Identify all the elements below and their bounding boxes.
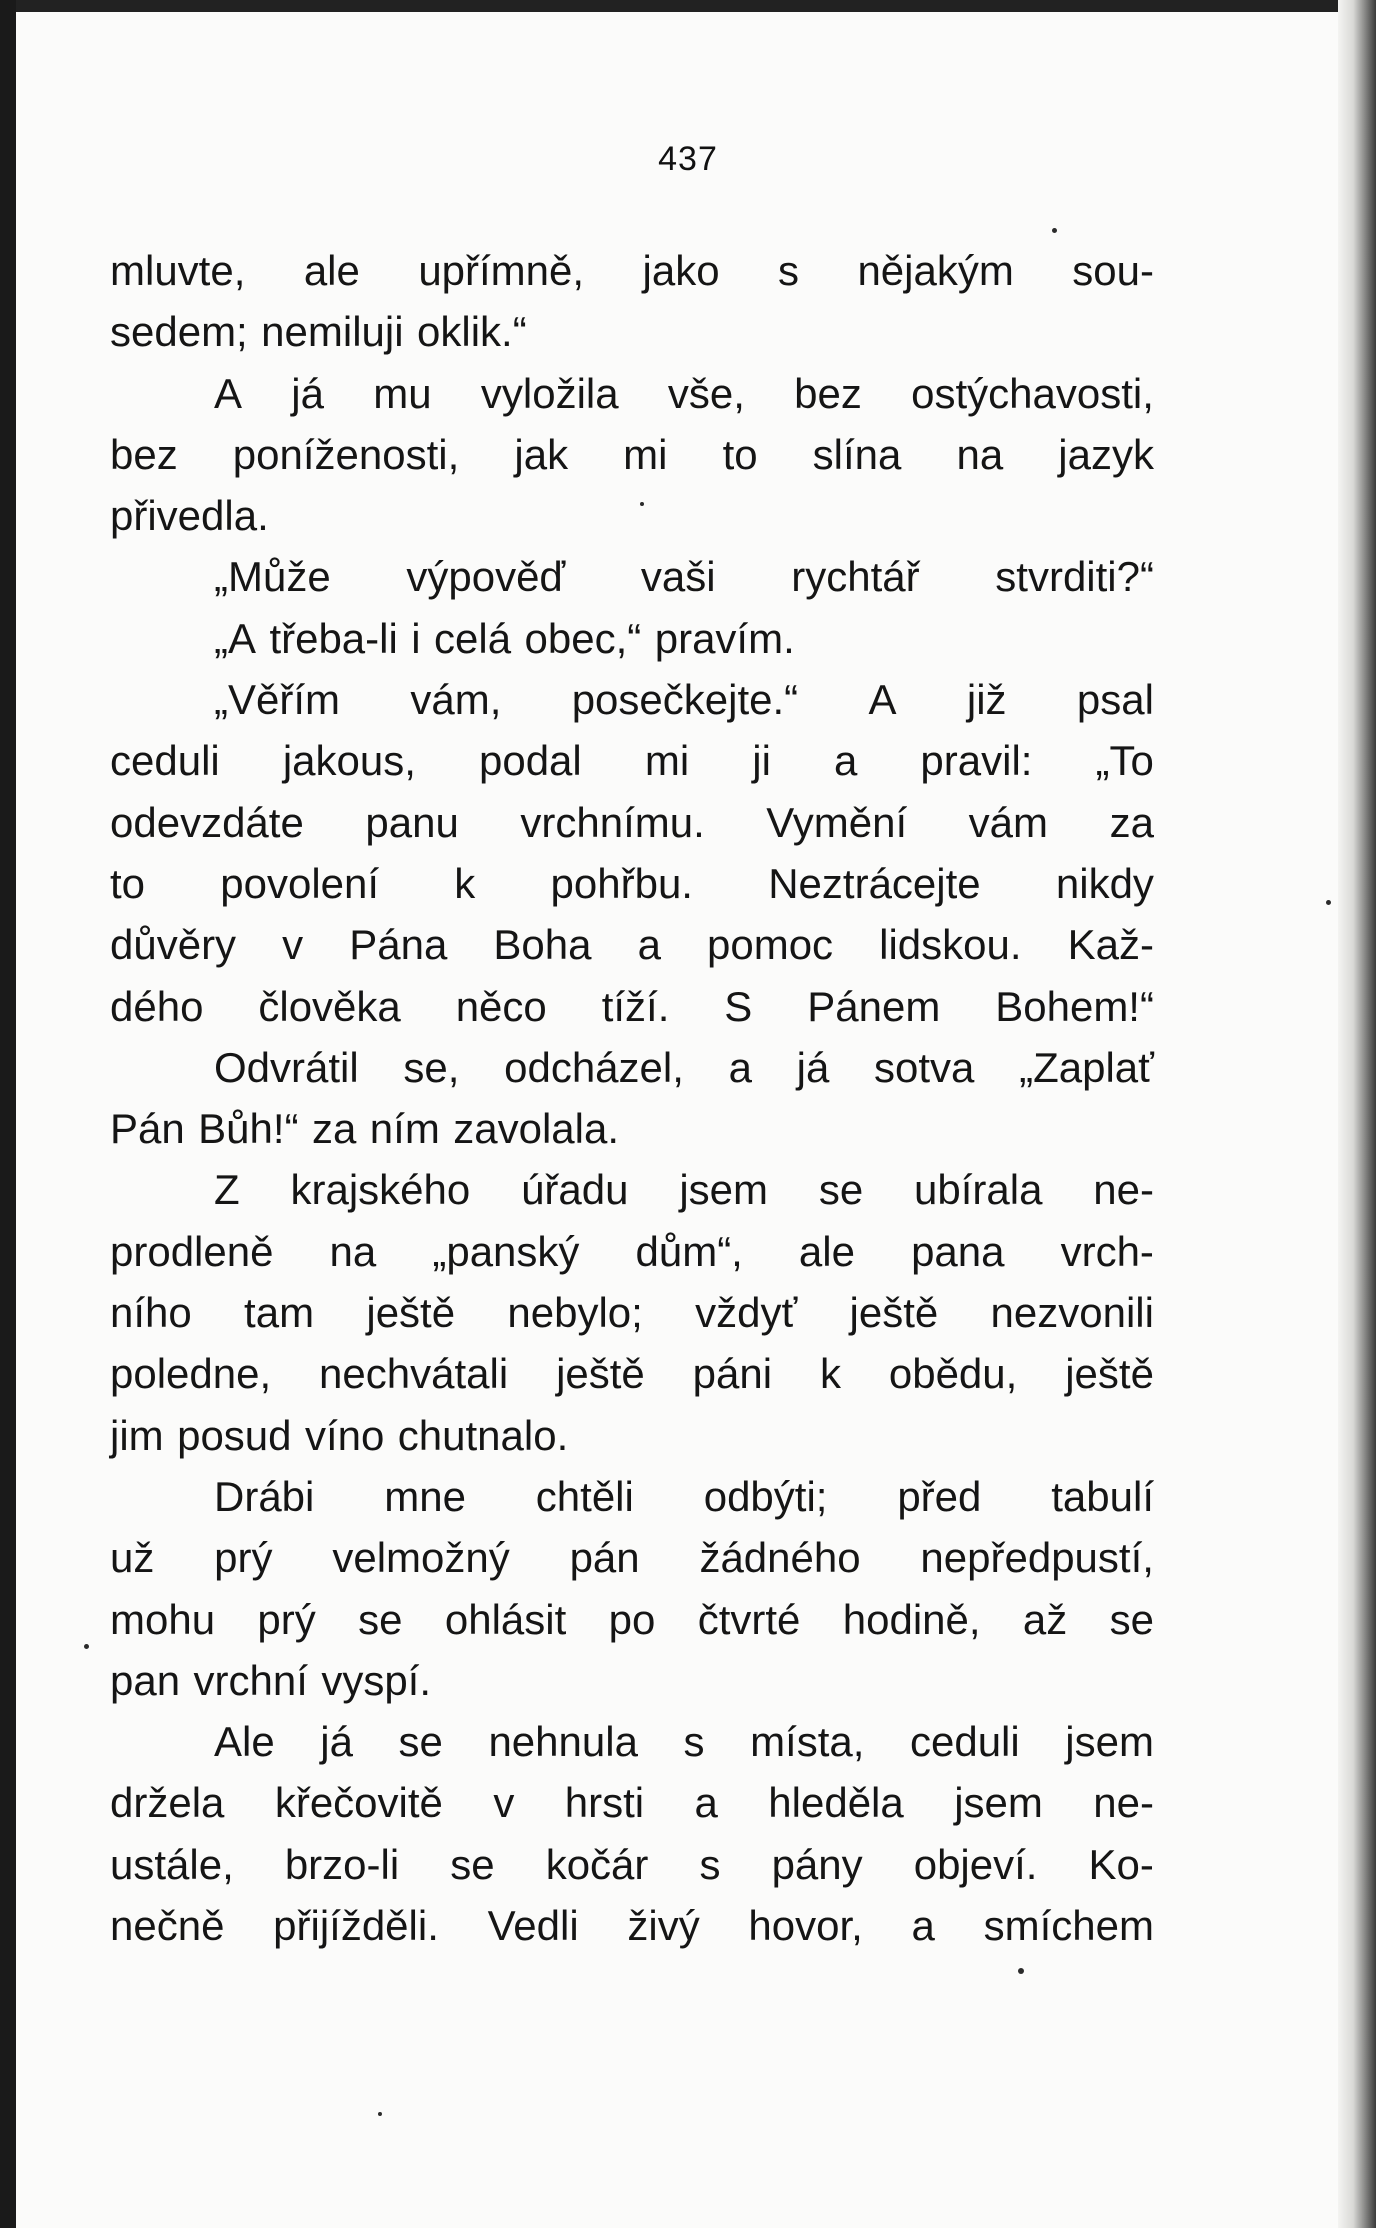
- page-right-edge: [1338, 0, 1376, 2228]
- text-line: sedem; nemiluji oklik.“: [110, 308, 527, 356]
- scan-speck: [378, 2112, 382, 2116]
- text-line: pan vrchní vyspí.: [110, 1656, 432, 1704]
- page-left-edge: [0, 0, 16, 2228]
- text-line: to povolení k pohřbu. Neztrácejte nikdy: [110, 859, 1154, 907]
- scan-speck: [1052, 228, 1057, 233]
- page-top-edge: [0, 0, 1376, 12]
- text-line: mohu prý se ohlásit po čtvrté hodině, až se: [110, 1595, 1154, 1643]
- body-text: [110, 240, 1154, 1956]
- text-line: nečně přijížděli. Vedli živý hovor, a smíchem: [110, 1902, 1154, 1950]
- text-line: „Může výpověď vaši rychtář stvrditi?“: [214, 553, 1154, 601]
- text-line: jim posud víno chutnalo.: [110, 1411, 569, 1459]
- scan-speck: [1326, 900, 1331, 905]
- text-line: Z krajského úřadu jsem se ubírala ne-: [214, 1166, 1154, 1214]
- text-line: odevzdáte panu vrchnímu. Vymění vám za: [110, 798, 1154, 846]
- text-line: už prý velmožný pán žádného nepředpustí,: [110, 1534, 1154, 1582]
- text-line: přivedla.: [110, 492, 269, 540]
- text-line: A já mu vyložila vše, bez ostýchavosti,: [214, 369, 1154, 417]
- text-line: dého člověka něco tíží. S Pánem Bohem!“: [110, 982, 1154, 1030]
- scan-speck: [1018, 1968, 1024, 1974]
- scan-speck: [640, 502, 644, 506]
- text-line: bez poníženosti, jak mi to slína na jazyk: [110, 430, 1154, 478]
- text-line: mluvte, ale upřímně, jako s nějakým sou-: [110, 247, 1154, 294]
- text-line: držela křečovitě v hrsti a hleděla jsem ne-: [110, 1779, 1154, 1827]
- text-line: Pán Bůh!“ za ním zavolala.: [110, 1105, 620, 1153]
- text-line: Odvrátil se, odcházel, a já sotva „Zaplať: [214, 1043, 1154, 1091]
- text-line: důvěry v Pána Boha a pomoc lidskou. Kaž-: [110, 921, 1154, 969]
- text-line: poledne, nechvátali ještě páni k obědu, ještě: [110, 1350, 1154, 1398]
- text-line: prodleně na „panský dům“, ale pana vrch-: [110, 1227, 1154, 1275]
- text-line: ustále, brzo-li se kočár s pány objeví. Ko-: [110, 1840, 1154, 1888]
- text-line: Ale já se nehnula s místa, ceduli jsem: [214, 1718, 1154, 1766]
- text-line: Drábi mne chtěli odbýti; před tabulí: [214, 1472, 1154, 1520]
- text-line: ceduli jakous, podal mi ji a pravil: „To: [110, 737, 1154, 785]
- text-line: ního tam ještě nebylo; vždyť ještě nezvonili: [110, 1289, 1154, 1337]
- scan-speck: [84, 1644, 89, 1649]
- page-number: 437: [658, 140, 718, 178]
- text-line: „A třeba-li i celá obec,“ pravím.: [214, 614, 795, 662]
- text-line: „Věřím vám, posečkejte.“ A již psal: [214, 676, 1154, 724]
